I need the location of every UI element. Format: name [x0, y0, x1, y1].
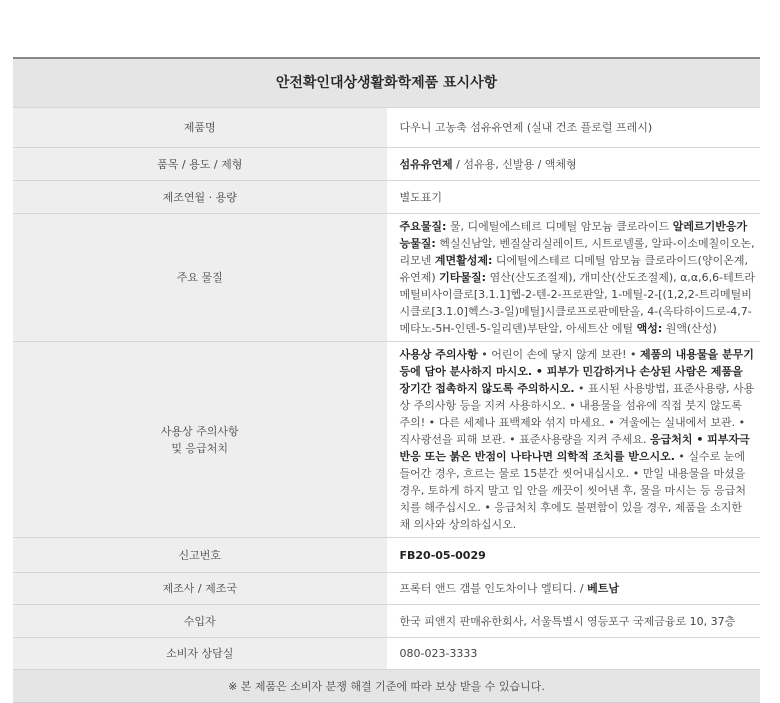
row-importer: [13, 605, 760, 638]
ingredients-main-text: 물, 디에틸에스테르 디메틸 암모늄 클로라이드: [446, 220, 673, 233]
report-no-bold: FB20-05-0029: [399, 548, 486, 562]
cautions-bold-warning: 제품의 내용물을 분무기 등에 담아 분사하지 마시오. • 피부가 민감하거나 손상된 사람은 제품을 장기간 접촉하지 않도록 주의하시오.: [399, 348, 754, 395]
value-cautions: [387, 342, 761, 538]
row-consult: [13, 638, 760, 670]
manufacturer-name: 프록터 앤드 갬블 인도차이나 엘티디. /: [399, 582, 588, 595]
product-label-table-container: [13, 57, 760, 703]
value-date: 별도표기: [387, 181, 761, 214]
label-product-name: 제품명: [13, 108, 387, 148]
value-manufacturer: [387, 573, 761, 605]
label-cautions: [13, 342, 387, 538]
row-product-name: [13, 108, 760, 148]
table-title: 안전확인대상생활화학제품 표시사항: [13, 58, 760, 108]
cautions-label-line1: 사용상 주의사항: [160, 424, 239, 438]
value-report-no: [387, 538, 761, 573]
row-ingredients: [13, 214, 760, 342]
label-date: 제조연월 · 용량: [13, 181, 387, 214]
manufacturer-country: 베트남: [587, 582, 619, 595]
ingredients-surfactant-label: 계면활성제:: [434, 254, 493, 267]
ingredients-ph-label: 액성:: [636, 322, 663, 335]
title-row: [13, 58, 760, 108]
category-rest: / 섬유용, 신발용 / 액체형: [452, 157, 577, 171]
label-manufacturer: 제조사 / 제조국: [13, 573, 387, 605]
value-consult: 080-023-3333: [387, 638, 761, 670]
row-cautions: [13, 342, 760, 538]
value-product-name: 다우니 고농축 섬유유연제 (실내 건조 플로럴 프레시): [387, 108, 761, 148]
ingredients-main-label: 주요물질:: [399, 220, 447, 233]
footer-note: ※ 본 제품은 소비자 분쟁 해결 기준에 따라 보상 받을 수 있습니다.: [13, 670, 760, 703]
ingredients-surfactant-text: 디에틸에스테르 디메틸 암모늄 클로라이드(양이온계, 유연제): [399, 254, 748, 284]
value-ingredients: [387, 214, 761, 342]
label-report-no: 신고번호: [13, 538, 387, 573]
ingredients-other-text: 염산(산도조절제), 개미산(산도조절제), α,α,6,6-테트라메틸비사이클로[3.1.1]헵-2-텐-2-프로판알, 1-메틸-2-[(1,2,2-트리메틸비시클로[3.1.0]헥스-3-일)메틸]시클로프로판메탄올, 4-(옥타하이드로-4,7-메타노-5H-인덴-5-일리덴)부탄알, 아세트산 에틸: [399, 271, 755, 335]
value-importer: 한국 피앤지 판매유한회사, 서울특별시 영등포구 국제금융로 10, 37층: [387, 605, 761, 638]
label-consult: 소비자 상담실: [13, 638, 387, 670]
value-category: [387, 148, 761, 181]
cautions-label-line2: 및 응급처치: [171, 441, 229, 455]
ingredients-allergen-label: 알레르기반응가능물질:: [399, 220, 748, 250]
cautions-heading: 사용상 주의사항: [399, 348, 478, 361]
row-category: [13, 148, 760, 181]
footer-row: [13, 670, 760, 703]
row-date: [13, 181, 760, 214]
first-aid-text: • 실수로 눈에 들어간 경우, 흐르는 물로 15분간 씻어내십시오. • 만일 내용물을 마셨을 경우, 토하게 하지 말고 입 안을 깨끗이 씻어낸 후, 물을 마시는 등 응급처치를 해주십시오. • 응급처치 후에도 불편함이 있을 경우, 제품을 소지한 채 의사와 상의하십시오.: [399, 450, 746, 531]
first-aid-heading: 응급처치 • 피부자극 반응 또는 붉은 반점이 나타나면 의학적 조치를 받으시오.: [399, 433, 750, 463]
cautions-text-2: • 표시된 사용방법, 표준사용량, 사용상 주의사항 등을 지켜 사용하시오. • 내용물을 섬유에 직접 붓지 않도록 주의! • 다른 세제나 표백제와 섞지 마세요. • 겨울에는 실내에서 보관. • 직사광선을 피해 보관. • 표준사용량을 지켜 주세요.: [399, 382, 755, 446]
row-report-no: [13, 538, 760, 573]
label-importer: 수입자: [13, 605, 387, 638]
cautions-text-1: • 어린이 손에 닿지 않게 보관! •: [477, 348, 640, 361]
label-ingredients: 주요 물질: [13, 214, 387, 342]
ingredients-other-label: 기타물질:: [439, 271, 487, 284]
category-bold: 섬유유연제: [399, 157, 453, 171]
product-label-table: [13, 57, 760, 703]
row-manufacturer: [13, 573, 760, 605]
label-category: 품목 / 용도 / 제형: [13, 148, 387, 181]
ingredients-ph-text: 원액(산성): [662, 322, 717, 335]
ingredients-allergen-text: 헥실신남알, 벤질살리실레이트, 시트로넬롤, 알파-이소메칠이오논, 리모넨: [399, 237, 755, 267]
